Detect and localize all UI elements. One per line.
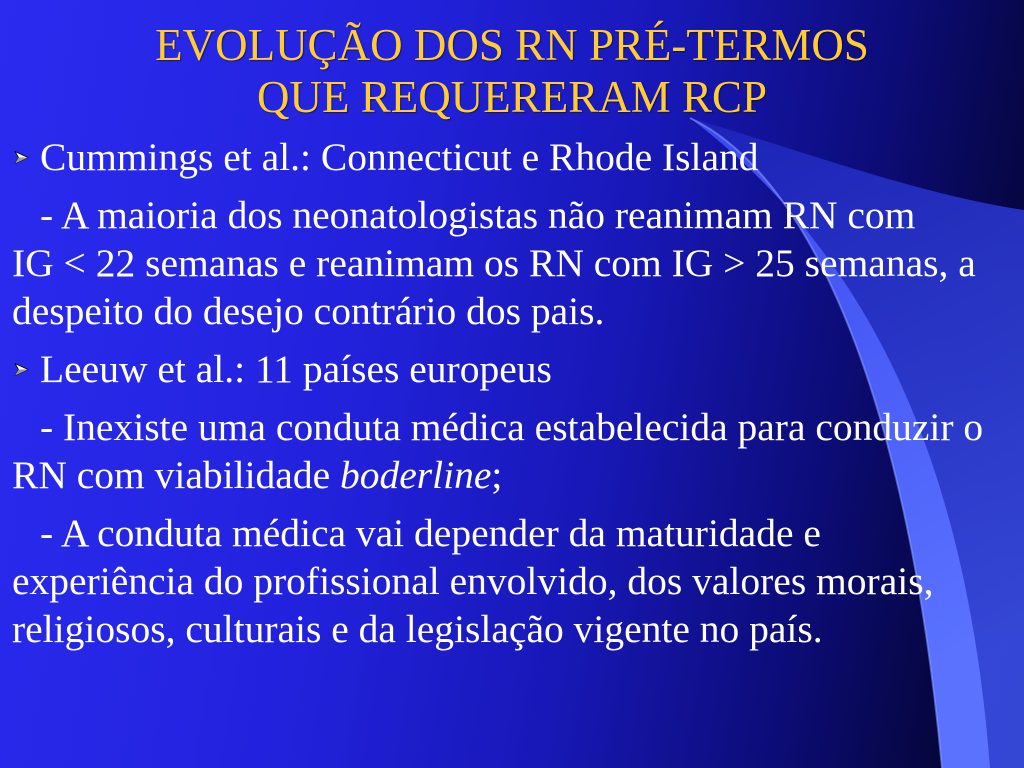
paragraph-line: - A conduta médica vai depender da maturidade e	[40, 511, 821, 555]
paragraph-conduta-dependencia	[12, 509, 1012, 653]
paragraph-line: experiência do profissional envolvido, dos valores morais,	[12, 559, 934, 603]
paragraph-line: despeito do desejo contrário dos pais.	[12, 289, 605, 333]
bullet-item-leeuw	[12, 345, 1012, 393]
bullet-text: Cummings et al.: Connecticut e Rhode Island	[40, 135, 759, 179]
bullet-text: Leeuw et al.: 11 países europeus	[40, 347, 552, 391]
paragraph-line: - A maioria dos neonatologistas não reanimam RN com	[40, 193, 916, 237]
paragraph-line: religiosos, culturais e da legislação vigente no país.	[12, 607, 823, 651]
slide-title-line-2: QUE REQUERERAM RCP	[256, 72, 768, 122]
arrowhead-bullet-icon	[14, 150, 29, 165]
paragraph-line: - Inexiste uma conduta médica estabelecida para conduzir o	[40, 405, 984, 449]
paragraph-text: ;	[491, 453, 503, 497]
slide-title	[0, 19, 1024, 123]
paragraph-conduta-inexistente	[12, 403, 1012, 499]
slide-body	[12, 133, 1012, 653]
italic-term: boderline	[340, 453, 492, 497]
arrowhead-bullet-icon	[14, 362, 29, 377]
slide-title-line-1: EVOLUÇÃO DOS RN PRÉ-TERMOS	[155, 20, 869, 70]
bullet-item-cummings	[12, 133, 1012, 181]
paragraph-line: IG < 22 semanas e reanimam os RN com IG > 25 semanas, a	[12, 241, 976, 285]
paragraph-cummings-detail	[12, 191, 1012, 335]
paragraph-text: RN com viabilidade	[12, 453, 340, 497]
paragraph-line	[12, 451, 1012, 499]
